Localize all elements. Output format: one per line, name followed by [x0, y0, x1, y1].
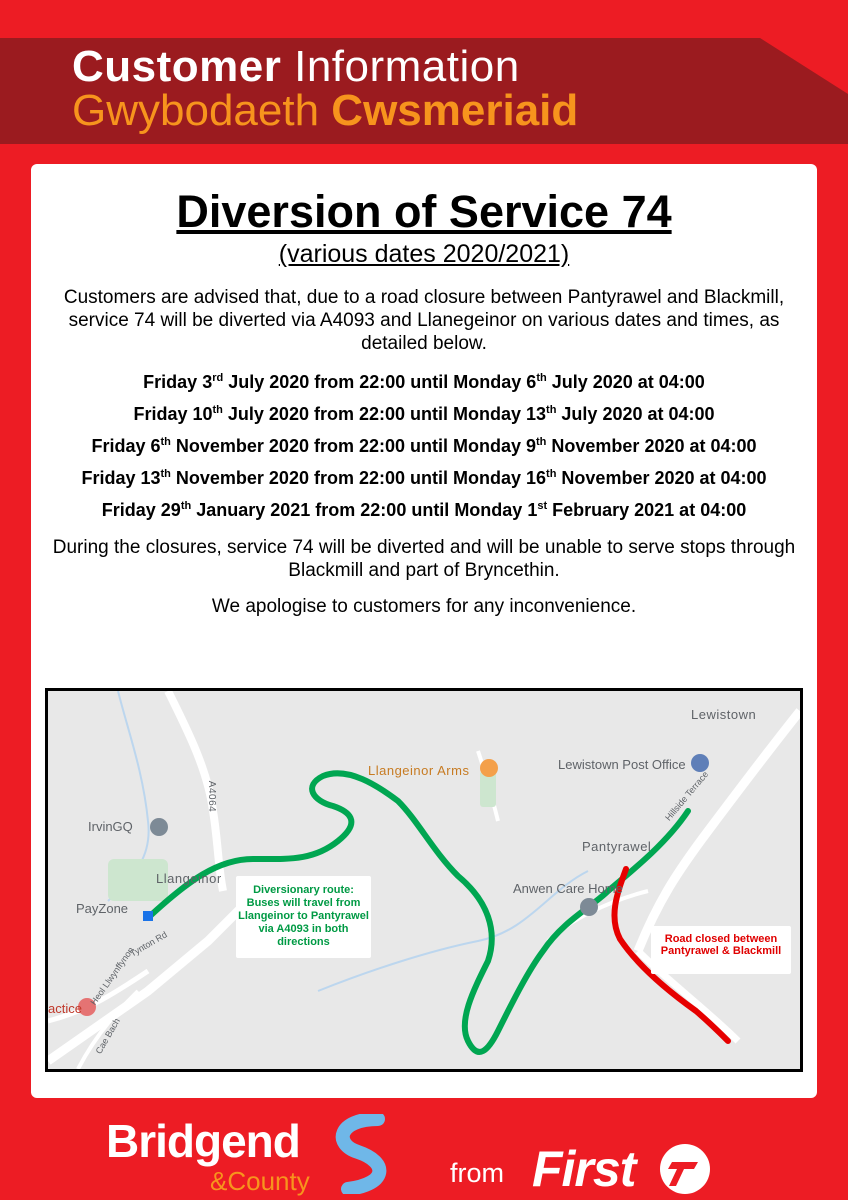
map-label-a4064: A4064 [206, 780, 218, 813]
bridgend-river-logo-icon [318, 1114, 418, 1194]
header-title-welsh [72, 86, 578, 136]
header-information: Information [294, 42, 520, 91]
apology-text: We apologise to customers for any inconvenience. [211, 596, 637, 617]
date-row: Friday 29th January 2021 from 22:00 until Monday 1st February 2021 at 04:00 [101, 500, 747, 520]
date-row: Friday 10th July 2020 from 22:00 until Monday 13th July 2020 at 04:00 [133, 404, 715, 424]
map-label-cae-bach: Cae Bach [93, 1016, 122, 1056]
map-label-tynton-rd: Tynton Rd [128, 929, 169, 959]
brand-first: First [532, 1141, 636, 1197]
map-label-practice: actice [48, 1001, 82, 1016]
road-closed-callout: Road closed between Pantyrawel & Blackmill [651, 926, 791, 974]
date-row: Friday 13th November 2020 from 22:00 until Monday 16th November 2020 at 04:00 [81, 468, 767, 488]
map-label-lewistown: Lewistown [691, 707, 757, 722]
date-row: Friday 6th November 2020 from 22:00 until Monday 9th November 2020 at 04:00 [91, 436, 757, 456]
brand-from: from [450, 1158, 504, 1188]
notice-intro: Customers are advised that, due to a road closure between Pantyrawel and Blackmill, service 74 will be diverted via A4093 and Llanegeinor on various dates and times, as detailed below. [63, 287, 785, 354]
map-label-hillside-terrace: Hillside Terrace [663, 769, 711, 823]
brand-county: &County [210, 1166, 310, 1196]
footer-branding [0, 1100, 848, 1200]
header-title-english [72, 42, 520, 92]
diversion-map [45, 688, 803, 1072]
notice-panel [31, 164, 817, 1098]
map-label-payzone: PayZone [76, 901, 129, 916]
date-row: Friday 3rd July 2020 from 22:00 until Monday 6th July 2020 at 04:00 [143, 372, 705, 392]
first-logo-icon [658, 1142, 712, 1196]
map-label-post-office: Lewistown Post Office [558, 757, 686, 772]
map-label-heol-llwynffynon: Heol Llwynffynon [88, 945, 136, 1007]
diversion-route-callout: Diversionary route: Buses will travel from Llangeinor to Pantyrawel via A4093 in both directions [236, 876, 371, 958]
header-gwybodaeth: Gwybodaeth [72, 86, 320, 135]
diversion-dates [31, 370, 817, 530]
brand-bridgend: Bridgend [106, 1115, 300, 1167]
map-label-anwen: Anwen Care Home [513, 881, 623, 896]
header-customer: Customer [72, 42, 282, 91]
map-label-pantyrawel: Pantyrawel [582, 839, 652, 854]
header-cwsmeriaid: Cwsmeriaid [331, 86, 579, 135]
map-label-llangeinor: Llangeinor [156, 871, 222, 886]
map-label-irvingq: IrvinGQ [88, 819, 133, 834]
notice-title: Diversion of Service 74 [176, 186, 672, 237]
notice-subtitle: (various dates 2020/2021) [278, 240, 570, 268]
map-label-llangeinor-arms: Llangeinor Arms [368, 763, 470, 778]
closure-note: During the closures, service 74 will be diverted and will be unable to serve stops through Blackmill and part of Bryncethin. [52, 537, 796, 581]
